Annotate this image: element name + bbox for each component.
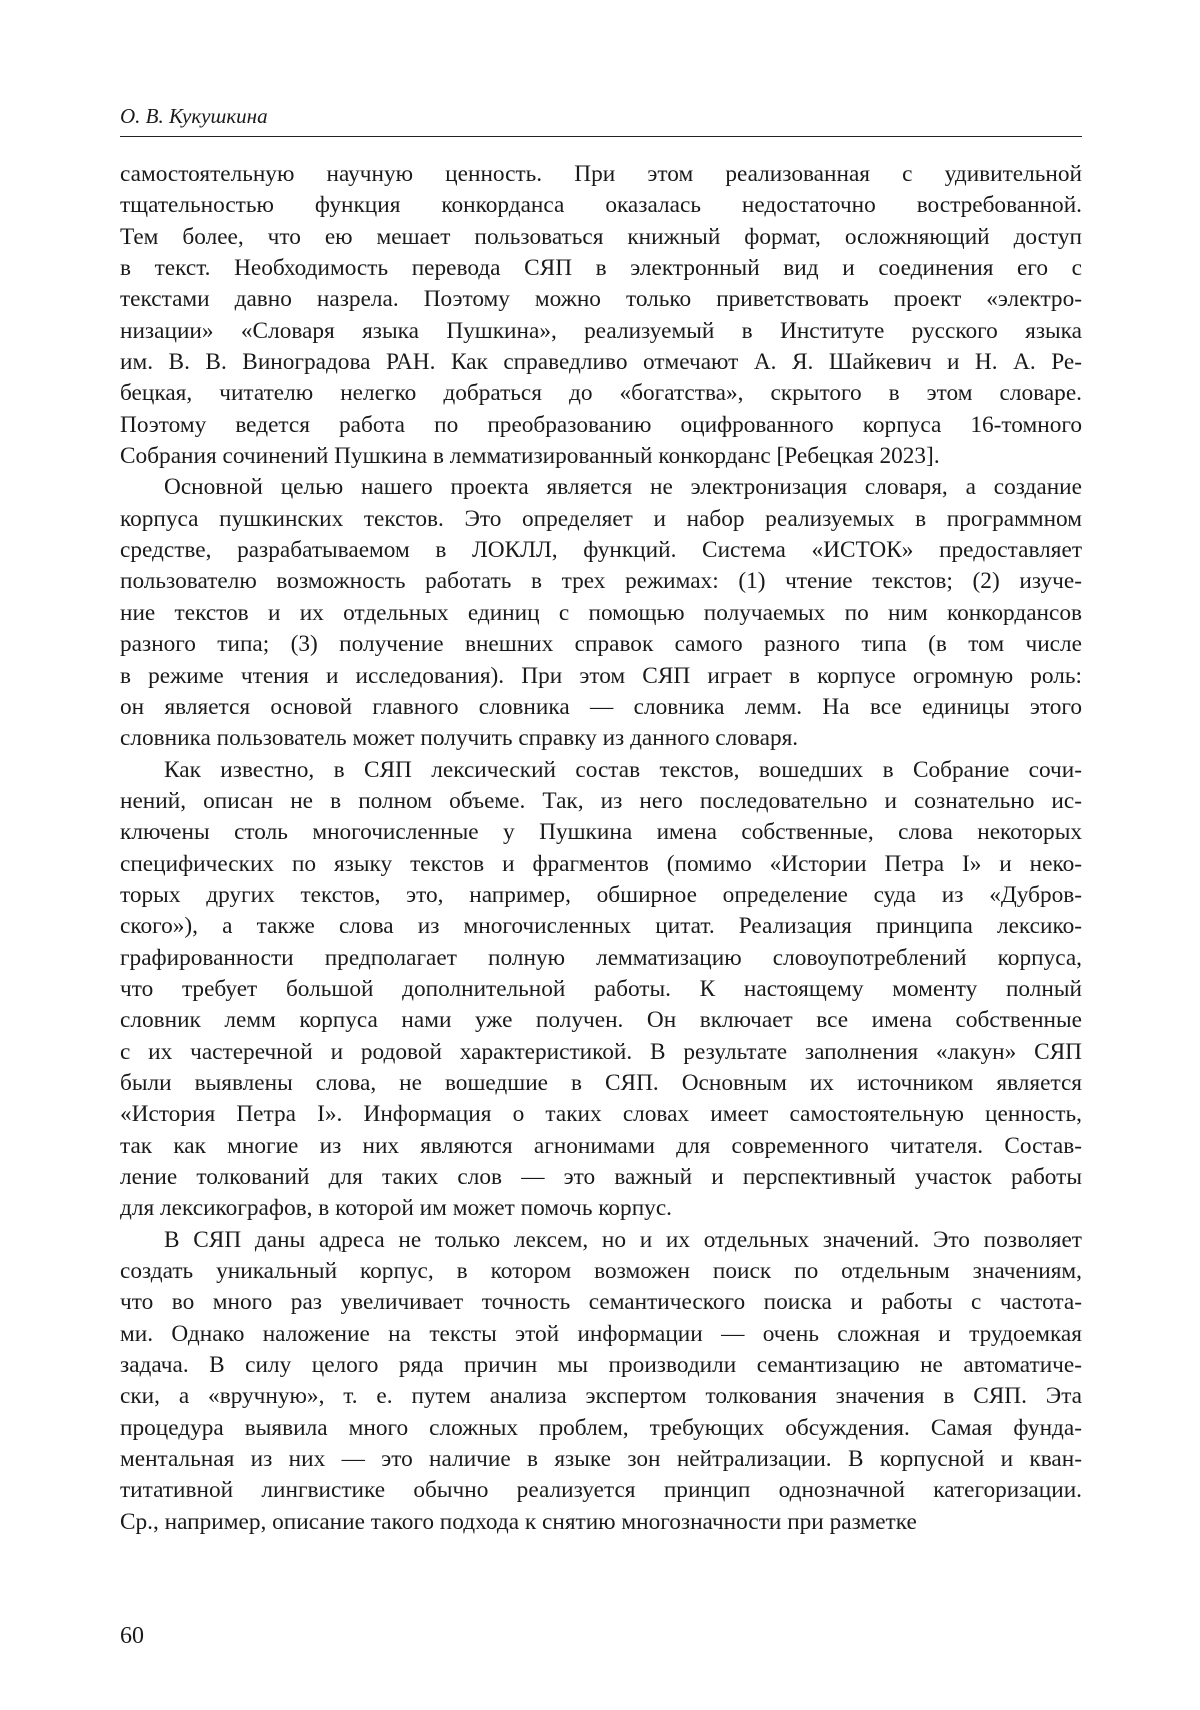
text-line: были выявлены слова, не вошедшие в СЯП. Основным их источником является [120, 1069, 1082, 1096]
text-line: что требует большой дополнительной работы. К настоящему моменту полный [120, 975, 1082, 1002]
text-line: в текст. Необходимость перевода СЯП в электронный вид и соединения его с [120, 255, 1082, 282]
text-line: Поэтому ведется работа по преобразованию оцифрованного корпуса 16-томного [120, 411, 1082, 438]
running-head-author: О. В. Кукушкина [120, 104, 1082, 137]
text-line: так как многие из них являются агнонимами для современного читателя. Состав- [120, 1132, 1082, 1159]
text-line: словник лемм корпуса нами уже получен. Он включает все имена собственные [120, 1007, 1082, 1034]
text-line: торых других текстов, это, например, обширное определение суда из «Дубров- [120, 881, 1082, 908]
text-line: корпуса пушкинских текстов. Это определяет и набор реализуемых в программном [120, 505, 1082, 532]
text-line: процедура выявила много сложных проблем, требующих обсуждения. Самая фунда- [120, 1414, 1082, 1441]
text-line: ление толкований для таких слов — это важный и перспективный участок работы [120, 1164, 1082, 1190]
page-number: 60 [120, 1623, 144, 1649]
text-line: с их частеречной и родовой характеристикой. В результате заполнения «лакун» СЯП [120, 1038, 1082, 1065]
text-line: «История Петра I». Информация о таких словах имеет самостоятельную ценность, [120, 1101, 1082, 1128]
body-text [120, 159, 1082, 1538]
text-line: Как известно, в СЯП лексический состав текстов, вошедших в Собрание сочи- [164, 756, 1082, 783]
text-line: нений, описан не в полном объеме. Так, из него последовательно и сознательно ис- [120, 787, 1082, 814]
text-line: Тем более, что ею мешает пользоваться книжный формат, осложняющий доступ [120, 223, 1082, 250]
paragraph [120, 755, 1082, 1225]
text-line: в режиме чтения и исследования). При этом СЯП играет в корпусе огромную роль: [120, 662, 1082, 689]
text-line: он является основой главного словника — словника лемм. На все единицы этого [120, 693, 1082, 720]
text-line: низации» «Словаря языка Пушкина», реализуемый в Институте русского языка [120, 317, 1082, 344]
document-page [120, 0, 1082, 1710]
text-line: создать уникальный корпус, в котором возможен поиск по отдельным значениям, [120, 1258, 1082, 1285]
text-line: бецкая, читателю нелегко добраться до «богатства», скрытого в этом словаре. [120, 380, 1082, 407]
text-line: ключены столь многочисленные у Пушкина имена собственные, слова некоторых [120, 819, 1082, 846]
text-line: средстве, разрабатываемом в ЛОКЛЛ, функций. Система «ИСТОК» предоставляет [120, 537, 1082, 564]
text-line: текстами давно назрела. Поэтому можно только приветствовать проект «электро- [120, 286, 1082, 313]
text-line: им. В. В. Виноградова РАН. Как справедливо отмечают А. Я. Шайкевич и Н. А. Ре- [120, 349, 1082, 376]
text-line: В СЯП даны адреса не только лексем, но и их отдельных значений. Это позволяет [164, 1226, 1082, 1253]
paragraph [120, 159, 1082, 472]
text-line: разного типа; (3) получение внешних справок самого разного типа (в том числе [120, 631, 1082, 658]
text-line: тщательностью функция конкорданса оказалась недостаточно востребованной. [120, 192, 1082, 219]
text-line: задача. В силу целого ряда причин мы производили семантизацию не автоматиче- [120, 1352, 1082, 1379]
text-line: Основной целью нашего проекта является не электронизация словаря, а создание [164, 474, 1082, 501]
text-line: для лексикографов, в которой им может помочь корпус. [120, 1195, 672, 1222]
text-line: ми. Однако наложение на тексты этой информации — очень сложная и трудоемкая [120, 1320, 1082, 1347]
text-line: словника пользователь может получить справку из данного словаря. [120, 725, 799, 752]
text-line: титативной лингвистике обычно реализуется принцип однозначной категоризации. [120, 1477, 1082, 1504]
text-line: Собрания сочинений Пушкина в лемматизированный конкорданс [Ребецкая 2023]. [120, 443, 940, 470]
text-line: ски, а «вручную», т. е. путем анализа экспертом толкования значения в СЯП. Эта [120, 1383, 1082, 1410]
text-line: графированности предполагает полную лемматизацию словоупотреблений корпуса, [120, 944, 1082, 971]
text-line: пользователю возможность работать в трех режимах: (1) чтение текстов; (2) изуче- [120, 568, 1082, 595]
text-line: специфических по языку текстов и фрагментов (помимо «Истории Петра I» и неко- [120, 850, 1082, 877]
text-line: что во много раз увеличивает точность семантического поиска и работы с частота- [120, 1289, 1082, 1316]
text-line: ментальная из них — это наличие в языке зон нейтрализации. В корпусной и кван- [120, 1446, 1082, 1473]
text-line: самостоятельную научную ценность. При этом реализованная с удивительной [120, 161, 1082, 187]
paragraph [120, 472, 1082, 754]
text-line: Ср., например, описание такого подхода к снятию многозначности при разметке [120, 1508, 917, 1535]
text-line: ние текстов и их отдельных единиц с помощью получаемых по ним конкордансов [120, 599, 1082, 626]
paragraph [120, 1225, 1082, 1538]
text-line: ского»), а также слова из многочисленных цитат. Реализация принципа лексико- [120, 913, 1082, 940]
